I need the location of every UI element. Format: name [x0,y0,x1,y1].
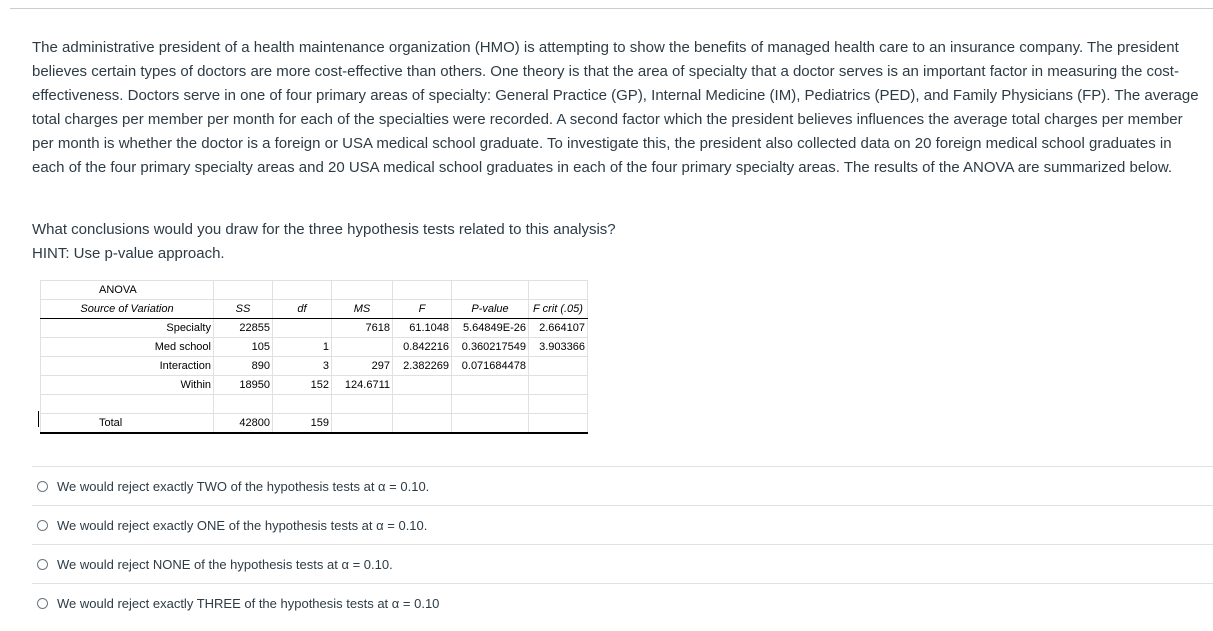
question-prompt [32,218,616,266]
radio-button[interactable] [37,559,48,570]
option-label: We would reject NONE of the hypothesis tests at α = 0.10. [57,556,393,572]
row-f [393,376,452,395]
row-f: 2.382269 [393,357,452,376]
row-ss: 105 [214,338,273,357]
row-p-value: 0.360217549 [452,338,529,357]
anova-title: ANOVA [41,281,214,300]
total-df: 159 [273,414,332,434]
header-f: F [393,300,452,319]
hint-text: HINT: Use p-value approach. [32,245,225,262]
row-ms: 124.6711 [332,376,393,395]
option-reject-one[interactable] [32,505,1213,544]
row-ss: 890 [214,357,273,376]
row-f: 61.1048 [393,319,452,338]
radio-button[interactable] [37,598,48,609]
question-paragraph: The administrative president of a health maintenance organization (HMO) is attempting to show the benefits of managed health care to an insurance company. The president believes certain types of doctors are more cost-effective than others. One theory is that the area of specialty that a doctor serves is an important factor in measuring the cost-effectiveness. Doctors serve in one of four primary areas of specialty: General Practice (GP), Internal Medicine (IM), Pediatrics (PED), and Family Physicians (FP). The average total charges per member per month for each of the specialties were recorded. A second factor which the president believes influences the average total charges per member per month is whether the doctor is a foreign or USA medical school graduate. To investigate this, the president also collected data on 20 foreign medical school graduates in each of the four primary specialty areas and 20 USA medical school graduates in each of the four primary specialty areas. The results of the ANOVA are summarized below. [32,39,1199,176]
table-row [41,319,588,338]
option-label: We would reject exactly THREE of the hypothesis tests at α = 0.10 [57,595,440,611]
row-f: 0.842216 [393,338,452,357]
header-ss: SS [214,300,273,319]
row-source: Specialty [41,319,214,338]
option-reject-three[interactable] [32,583,1213,622]
row-ms: 297 [332,357,393,376]
row-f-crit: 2.664107 [529,319,588,338]
header-f-crit: F crit (.05) [529,300,588,319]
row-source: Med school [41,338,214,357]
header-ms: MS [332,300,393,319]
header-df: df [273,300,332,319]
row-ss: 18950 [214,376,273,395]
option-reject-none[interactable] [32,544,1213,583]
anova-table [40,280,588,434]
total-label: Total [41,414,214,434]
total-row [41,414,588,434]
row-df [273,319,332,338]
row-f-crit [529,357,588,376]
radio-button[interactable] [37,520,48,531]
total-ss: 42800 [214,414,273,434]
row-p-value: 5.64849E-26 [452,319,529,338]
row-ms: 7618 [332,319,393,338]
anova-header-row [41,300,588,319]
table-row [41,376,588,395]
top-divider [10,8,1213,9]
header-source: Source of Variation [41,300,214,319]
option-label: We would reject exactly ONE of the hypothesis tests at α = 0.10. [57,517,428,533]
row-df: 1 [273,338,332,357]
row-ss: 22855 [214,319,273,338]
header-p-value: P-value [452,300,529,319]
row-p-value [452,376,529,395]
radio-button[interactable] [37,481,48,492]
row-df: 152 [273,376,332,395]
row-f-crit [529,376,588,395]
prompt-text: What conclusions would you draw for the three hypothesis tests related to this analysis? [32,221,616,238]
row-f-crit: 3.903366 [529,338,588,357]
text-cursor [38,411,39,427]
question-text [32,36,1204,180]
row-df: 3 [273,357,332,376]
row-ms [332,338,393,357]
option-reject-two[interactable] [32,466,1213,505]
empty-row [41,395,588,414]
row-p-value: 0.071684478 [452,357,529,376]
table-row [41,357,588,376]
option-label: We would reject exactly TWO of the hypothesis tests at α = 0.10. [57,478,430,494]
table-row [41,338,588,357]
row-source: Interaction [41,357,214,376]
anova-title-row [41,281,588,300]
answer-options [32,466,1213,622]
row-source: Within [41,376,214,395]
